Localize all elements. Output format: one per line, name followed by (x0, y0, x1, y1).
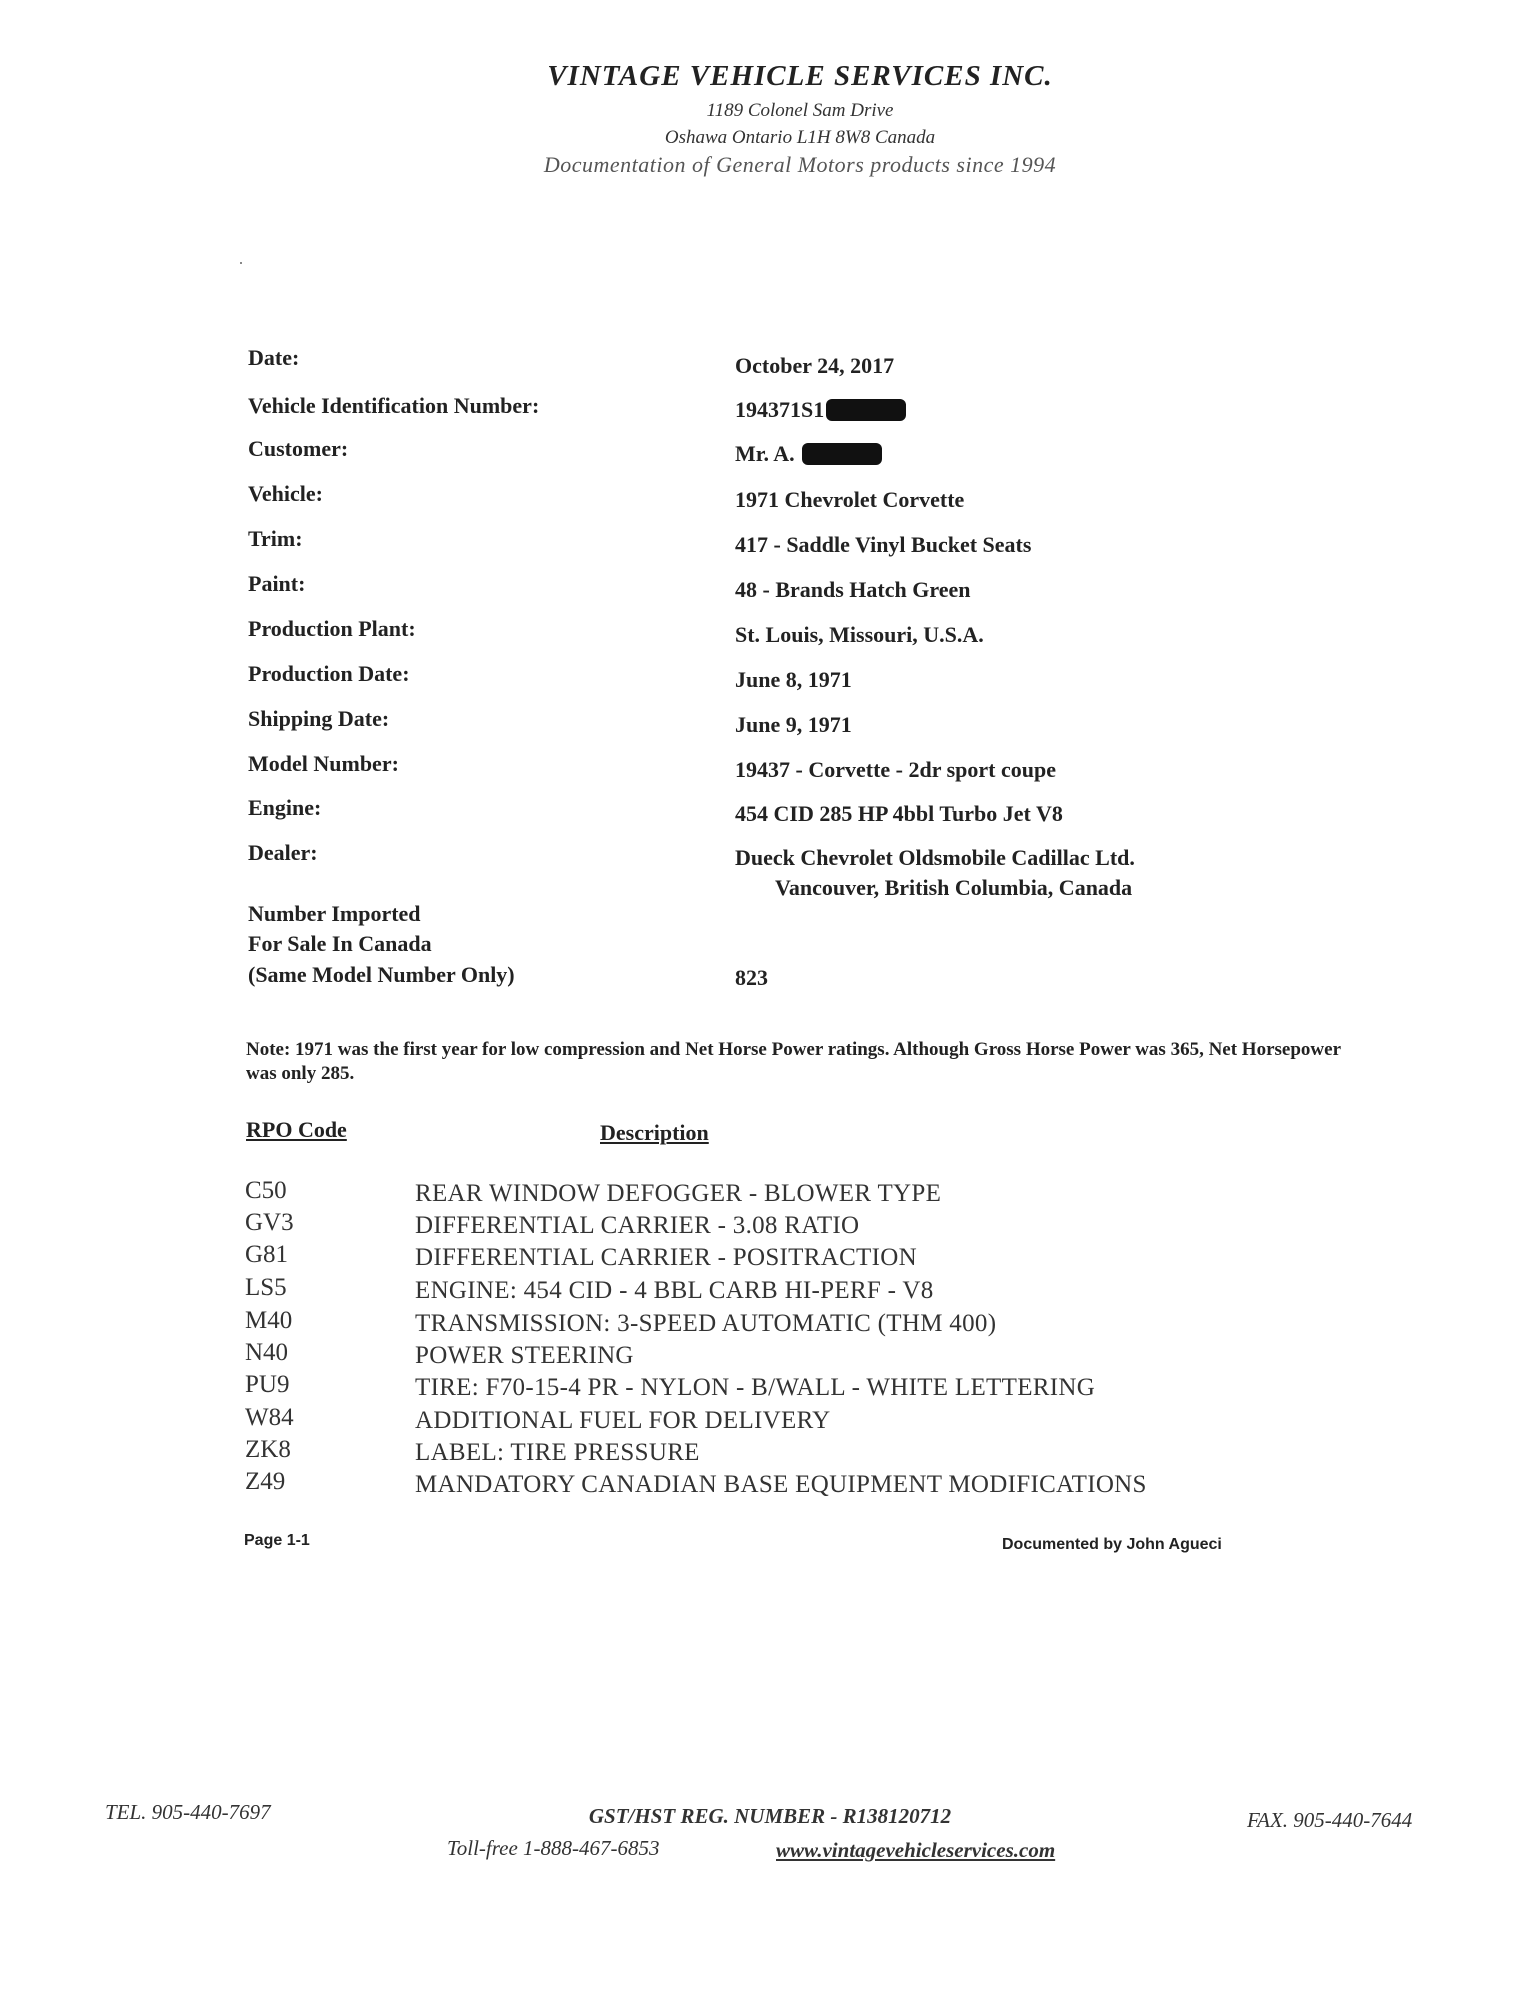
customer-visible-text: Mr. A. (735, 441, 795, 466)
footer-gst-number: GST/HST REG. NUMBER - R138120712 (588, 1804, 952, 1828)
field-value-paint: 48 - Brands Hatch Green (735, 577, 971, 602)
rpo-description: DIFFERENTIAL CARRIER - POSITRACTION (415, 1244, 917, 1271)
company-tagline: Documentation of General Motors products since 1994 (543, 152, 1057, 177)
imported-label-line1: Number Imported (248, 901, 421, 926)
rpo-code: ZK8 (245, 1436, 291, 1463)
field-label-paint: Paint: (248, 571, 306, 596)
field-label-dealer: Dealer: (248, 840, 318, 865)
rpo-code: N40 (245, 1339, 289, 1366)
rpo-code: GV3 (245, 1209, 294, 1236)
field-value-trim: 417 - Saddle Vinyl Bucket Seats (735, 532, 1032, 557)
vin-visible-text: 194371S1 (735, 397, 825, 422)
rpo-description: TRANSMISSION: 3-SPEED AUTOMATIC (THM 400) (415, 1310, 997, 1337)
dealer-line2: Vancouver, British Columbia, Canada (775, 875, 1133, 900)
redaction-mark (802, 443, 882, 465)
field-label-date: Date: (248, 345, 300, 370)
rpo-description: ENGINE: 454 CID - 4 BBL CARB HI-PERF - V8 (415, 1277, 934, 1304)
imported-label-line2: For Sale In Canada (248, 931, 432, 956)
company-address-line1: 1189 Colonel Sam Drive (706, 100, 894, 121)
field-label-customer: Customer: (248, 436, 349, 461)
field-value-vin (735, 397, 906, 423)
rpo-code: G81 (245, 1241, 289, 1268)
rpo-description: ADDITIONAL FUEL FOR DELIVERY (415, 1407, 831, 1434)
field-label-model-number: Model Number: (248, 751, 399, 776)
redaction-mark (826, 399, 906, 421)
field-value-vehicle: 1971 Chevrolet Corvette (735, 487, 965, 512)
rpo-description-header: Description (600, 1120, 709, 1145)
field-value-customer (735, 441, 882, 467)
company-name: VINTAGE VEHICLE SERVICES INC. (547, 60, 1053, 92)
footer-website-link[interactable]: www.vintagevehicleservices.com (776, 1838, 1056, 1862)
footer-tollfree: Toll-free 1-888-467-6853 (447, 1836, 660, 1860)
imported-label-line3: (Same Model Number Only) (248, 962, 515, 987)
rpo-description: TIRE: F70-15-4 PR - NYLON - B/WALL - WHITE LETTERING (415, 1374, 1096, 1401)
documented-by: Documented by John Agueci (1002, 1536, 1222, 1553)
rpo-description: REAR WINDOW DEFOGGER - BLOWER TYPE (415, 1180, 942, 1207)
rpo-description: MANDATORY CANADIAN BASE EQUIPMENT MODIFICATIONS (415, 1471, 1147, 1498)
field-label-trim: Trim: (248, 526, 303, 551)
field-label-engine: Engine: (248, 795, 322, 820)
page-number: Page 1-1 (244, 1532, 310, 1549)
rpo-code: W84 (245, 1404, 294, 1431)
dealer-line1: Dueck Chevrolet Oldsmobile Cadillac Ltd. (735, 845, 1135, 870)
rpo-code: M40 (245, 1307, 293, 1334)
field-value-production-plant: St. Louis, Missouri, U.S.A. (735, 622, 984, 647)
rpo-code: PU9 (245, 1371, 290, 1398)
rpo-code: LS5 (245, 1274, 287, 1301)
field-label-vin: Vehicle Identification Number: (248, 393, 540, 418)
imported-value: 823 (735, 965, 768, 990)
field-label-shipping-date: Shipping Date: (248, 706, 390, 731)
horsepower-note: Note: 1971 was the first year for low compression and Net Horse Power ratings. Although Gross Horse Power was 365, Net Horsepower was only 285. (246, 1039, 1341, 1084)
rpo-description: POWER STEERING (415, 1342, 634, 1369)
field-value-model-number: 19437 - Corvette - 2dr sport coupe (735, 757, 1056, 782)
company-address-line2: Oshawa Ontario L1H 8W8 Canada (664, 127, 936, 148)
rpo-code-header: RPO Code (246, 1117, 347, 1142)
rpo-description: DIFFERENTIAL CARRIER - 3.08 RATIO (415, 1212, 860, 1239)
field-label-production-plant: Production Plant: (248, 616, 416, 641)
rpo-code: Z49 (245, 1468, 286, 1495)
field-value-engine: 454 CID 285 HP 4bbl Turbo Jet V8 (735, 801, 1063, 826)
footer-fax: FAX. 905-440-7644 (1247, 1808, 1413, 1832)
rpo-code: C50 (245, 1177, 287, 1204)
field-value-shipping-date: June 9, 1971 (735, 712, 852, 737)
rpo-description: LABEL: TIRE PRESSURE (415, 1439, 700, 1466)
field-value-date: October 24, 2017 (735, 353, 895, 378)
field-label-vehicle: Vehicle: (248, 481, 323, 506)
scan-speck (240, 262, 242, 264)
footer-telephone: TEL. 905-440-7697 (105, 1800, 271, 1824)
field-value-production-date: June 8, 1971 (735, 667, 852, 692)
field-label-production-date: Production Date: (248, 661, 410, 686)
